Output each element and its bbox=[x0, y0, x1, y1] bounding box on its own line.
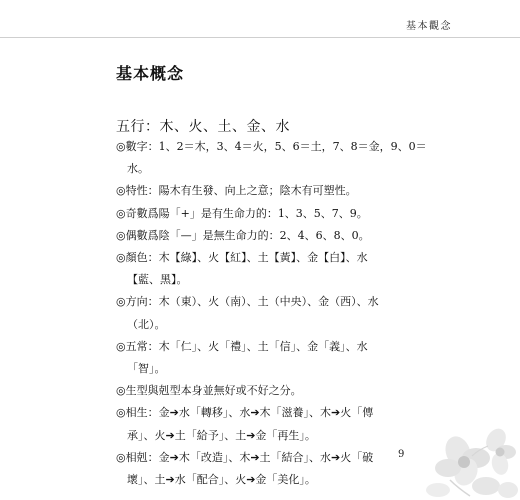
list-item-numbers bbox=[116, 136, 427, 180]
item-line: ◎五常：木「仁」、火「禮」、土「信」、金「義」、水 bbox=[116, 339, 368, 353]
list-item-odd-numbers bbox=[116, 203, 416, 225]
item-line: ◎相生：金➔水「轉移」、水➔木「滋養」、木➔火「傳 bbox=[116, 406, 374, 420]
header-rule bbox=[0, 37, 520, 38]
item-line: ◎偶數爲陰「—」是無生命力的：2、4、6、8、0。 bbox=[116, 228, 370, 242]
item-line: ◎特性：陽木有生發、向上之意；陰木有可塑性。 bbox=[116, 184, 357, 198]
page-number: 9 bbox=[398, 449, 405, 460]
list-item-five-virtues bbox=[116, 336, 416, 380]
list-item-characteristics bbox=[116, 180, 416, 202]
list-item-controlling-cycle bbox=[116, 447, 416, 491]
item-line: 【藍、黑】。 bbox=[127, 273, 188, 287]
item-line: ◎顏色：木【綠】、火【紅】、土【黃】、金【白】、水 bbox=[116, 251, 368, 265]
list-item-generating-cycle bbox=[116, 402, 416, 446]
running-header: 基本觀念 bbox=[406, 21, 452, 32]
item-line: 承」、火➔土「給予」、土➔金「再生」。 bbox=[127, 428, 316, 442]
list-item-generation-note bbox=[116, 380, 416, 402]
item-line: ◎奇數爲陽「+」是有生命力的：1、3、5、7、9。 bbox=[116, 206, 368, 220]
item-line: ◎方向：木（東）、火（南）、土（中央）、金（西）、水 bbox=[116, 295, 379, 309]
item-line: 水。 bbox=[127, 162, 149, 176]
section-title: 基本概念 bbox=[116, 64, 185, 83]
item-line: ◎數字：1、2＝木，3、4＝火，5、6＝土，7、8＝金，9、0＝ bbox=[116, 140, 427, 153]
list-item-even-numbers bbox=[116, 225, 416, 247]
item-line: ◎相剋：金➔木「改造」、木➔土「結合」、水➔火「破 bbox=[116, 450, 374, 464]
flower-decoration-icon bbox=[398, 410, 520, 500]
list-item-colors bbox=[116, 247, 416, 291]
item-line: ◎生型與剋型本身並無好或不好之分。 bbox=[116, 384, 302, 398]
item-line: 壞」、土➔水「配合」、火➔金「美化」。 bbox=[127, 473, 316, 487]
list-item-directions bbox=[116, 291, 416, 335]
item-line: 「智」。 bbox=[127, 362, 166, 376]
five-elements-heading: 五行：木、火、土、金、水 bbox=[116, 119, 290, 135]
item-line: （北）。 bbox=[127, 317, 166, 331]
concept-list bbox=[116, 136, 427, 491]
